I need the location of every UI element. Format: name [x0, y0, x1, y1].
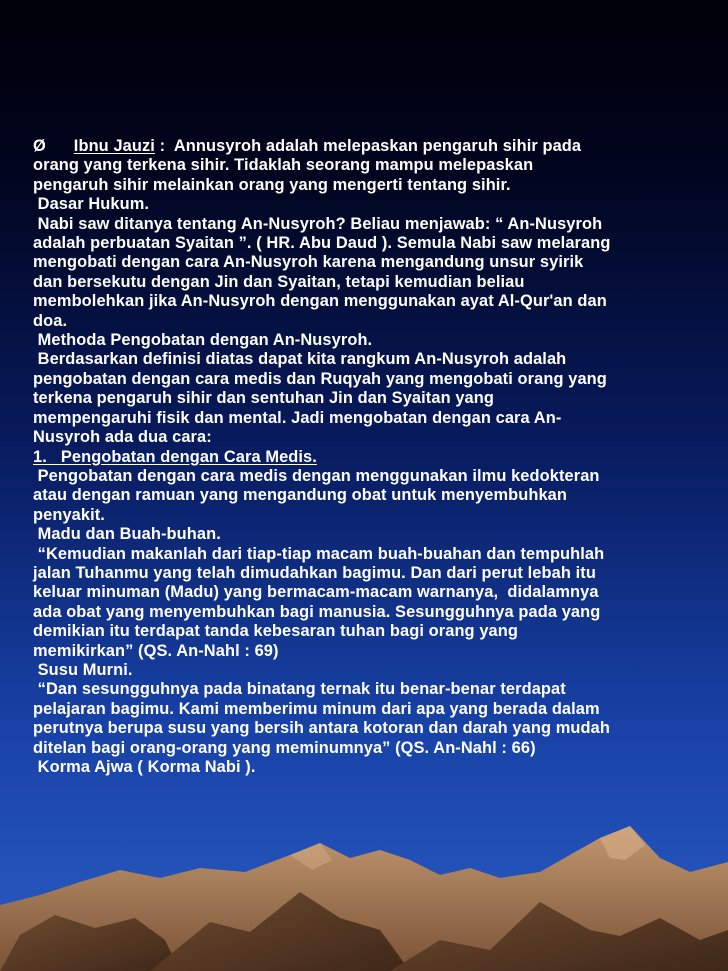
text-line: atau dengan ramuan yang mengandung obat untuk menyembuhkan [33, 486, 568, 505]
text-line: keluar minuman (Madu) yang bermacam-macam warnanya, didalamnya [33, 583, 599, 602]
text-line: perutnya berupa susu yang bersih antara kotoran dan darah yang mudah [33, 719, 610, 738]
text-line: Susu Murni. [33, 660, 133, 679]
text-line: “Dan sesungguhnya pada binatang ternak itu benar-benar terdapat [33, 680, 566, 699]
text-line: penyakit. [33, 505, 105, 524]
text-line: Methoda Pengobatan dengan An-Nusyroh. [33, 331, 373, 350]
text-line: Dasar Hukum. [33, 195, 150, 214]
text-line: pengobatan dengan cara medis dan Ruqyah yang mengobati orang yang [33, 369, 607, 388]
text-lines-part-1 [33, 156, 705, 447]
text-line: pengaruh sihir melainkan orang yang mengerti tentang sihir. [33, 175, 511, 194]
text-line: Pengobatan dengan cara medis dengan menggunakan ilmu kedokteran [33, 466, 600, 485]
text-line: orang yang terkena sihir. Tidaklah seorang mampu melepaskan [33, 156, 534, 175]
text-lines-part-2 [33, 467, 705, 778]
text-line: Nusyroh ada dua cara: [33, 428, 212, 447]
text-line: adalah perbuatan Syaitan ”. ( HR. Abu Daud ). Semula Nabi saw melarang [33, 234, 611, 253]
intro-line [33, 137, 705, 156]
text-line: dan bersekutu dengan Jin dan Syaitan, tetapi kemudian beliau [33, 272, 525, 291]
text-line: demikian itu terdapat tanda kebesaran tuhan bagi orang yang [33, 622, 518, 641]
text-line: membolehkan jika An-Nusyroh dengan menggunakan ayat Al-Qur'an dan [33, 292, 607, 311]
text-line: Korma Ajwa ( Korma Nabi ). [33, 758, 256, 776]
text-line: jalan Tuhanmu yang telah dimudahkan bagimu. Dan dari perut lebah itu [33, 563, 596, 582]
ibnu-jauzi-link[interactable]: Ibnu Jauzi [73, 137, 155, 155]
text-line: mempengaruhi fisik dan mental. Jadi mengobatan dengan cara An- [33, 408, 562, 427]
text-line: Nabi saw ditanya tentang An-Nusyroh? Beliau menjawab: “ An-Nusyroh [33, 214, 603, 233]
numbered-heading-medis: 1. Pengobatan dengan Cara Medis. [33, 447, 317, 466]
bullet-icon: Ø [33, 137, 46, 155]
text-line: terkena pengaruh sihir dan sentuhan Jin dan Syaitan yang [33, 389, 494, 408]
slide-text-body [33, 137, 705, 777]
text-line: doa. [33, 311, 68, 330]
text-line: “Kemudian makanlah dari tiap-tiap macam buah-buahan dan tempuhlah [33, 544, 605, 563]
text-line: memikirkan” (QS. An-Nahl : 69) [33, 641, 279, 660]
intro-text: : Annusyroh adalah melepaskan pengaruh sihir pada [154, 137, 582, 155]
text-line: ditelan bagi orang-orang yang meminumnya” (QS. An-Nahl : 66) [33, 738, 536, 757]
text-line: mengobati dengan cara An-Nusyroh karena mengandung unsur syirik [33, 253, 584, 272]
text-line: Berdasarkan definisi diatas dapat kita rangkum An-Nusyroh adalah [33, 350, 567, 369]
text-line: pelajaran bagimu. Kami memberimu minum dari apa yang berada dalam [33, 699, 600, 718]
text-line: Madu dan Buah-buhan. [33, 525, 221, 544]
text-line: ada obat yang menyembuhkan bagi manusia. Sesungguhnya pada yang [33, 602, 601, 621]
